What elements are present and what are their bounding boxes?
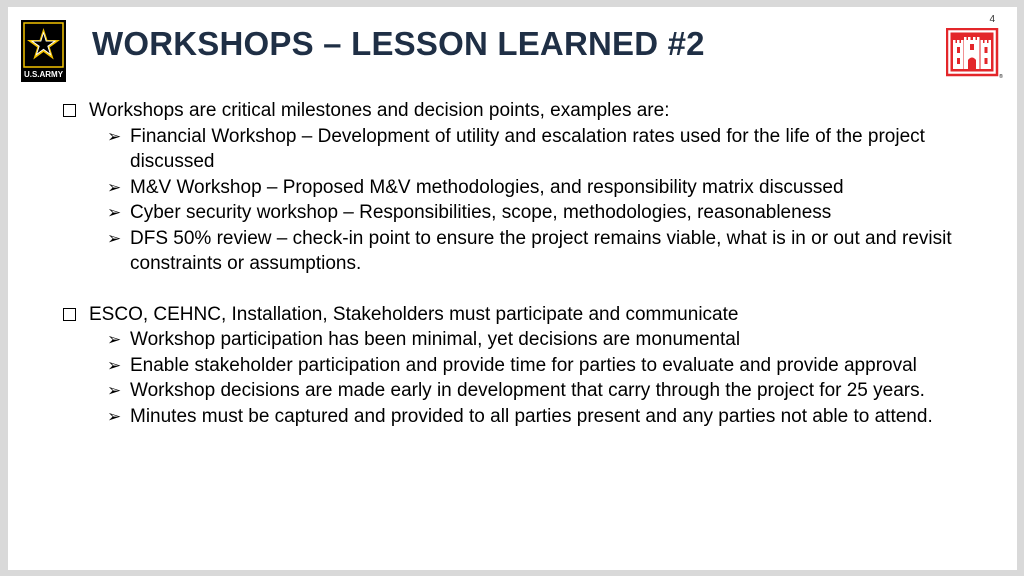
list-item-text: Cyber security workshop – Responsibilities, scope, methodologies, reasonableness xyxy=(130,202,832,223)
arrow-bullet-icon: ➢ xyxy=(107,381,122,400)
section-heading-text: Workshops are critical milestones and decision points, examples are: xyxy=(89,100,670,121)
checkbox-bullet-icon xyxy=(63,104,76,117)
arrow-bullet-icon: ➢ xyxy=(107,177,122,197)
list-item xyxy=(63,378,963,404)
section-gap xyxy=(63,277,963,302)
list-item-text: Workshop decisions are made early in development that carry through the project for 25 years. xyxy=(130,380,925,401)
page-number: 4 xyxy=(989,14,995,25)
arrow-bullet-icon: ➢ xyxy=(107,355,122,375)
list-item-text: Minutes must be captured and provided to all parties present and any parties not able to attend. xyxy=(130,405,933,427)
list-item xyxy=(63,404,963,430)
list-item xyxy=(63,200,963,226)
arrow-bullet-icon: ➢ xyxy=(107,406,122,426)
castle-icon xyxy=(946,28,1004,80)
arrow-bullet-icon: ➢ xyxy=(107,228,122,248)
list-item-text: DFS 50% review – check-in point to ensure the project remains viable, what is in or out and revisit constraints or assumptions. xyxy=(130,227,952,274)
army-star-icon xyxy=(21,20,66,82)
list-item xyxy=(63,353,963,379)
list-item-text: M&V Workshop – Proposed M&V methodologies, and responsibility matrix discussed xyxy=(130,176,844,198)
arrow-bullet-icon: ➢ xyxy=(107,330,122,349)
slide-content xyxy=(63,98,963,429)
list-item xyxy=(63,124,963,175)
arrow-bullet-icon: ➢ xyxy=(107,126,122,146)
section-heading xyxy=(63,98,963,124)
list-item-text: Workshop participation has been minimal, yet decisions are monumental xyxy=(130,329,741,350)
page-title: WORKSHOPS – LESSON LEARNED #2 xyxy=(92,25,705,62)
registered-mark: ® xyxy=(999,74,1003,80)
army-logo-text: U.S.ARMY xyxy=(23,70,64,79)
slide xyxy=(8,7,1017,570)
list-item xyxy=(63,226,963,277)
section-heading xyxy=(63,302,963,328)
section-heading-text: ESCO, CEHNC, Installation, Stakeholders must participate and communicate xyxy=(89,303,739,325)
arrow-bullet-icon: ➢ xyxy=(107,203,122,222)
checkbox-bullet-icon xyxy=(63,308,76,321)
list-item xyxy=(63,175,963,201)
list-item-text: Financial Workshop – Development of utility and escalation rates used for the life of the project discussed xyxy=(130,125,925,172)
list-item-text: Enable stakeholder participation and provide time for parties to evaluate and provide approval xyxy=(130,354,917,376)
list-item xyxy=(63,327,963,353)
